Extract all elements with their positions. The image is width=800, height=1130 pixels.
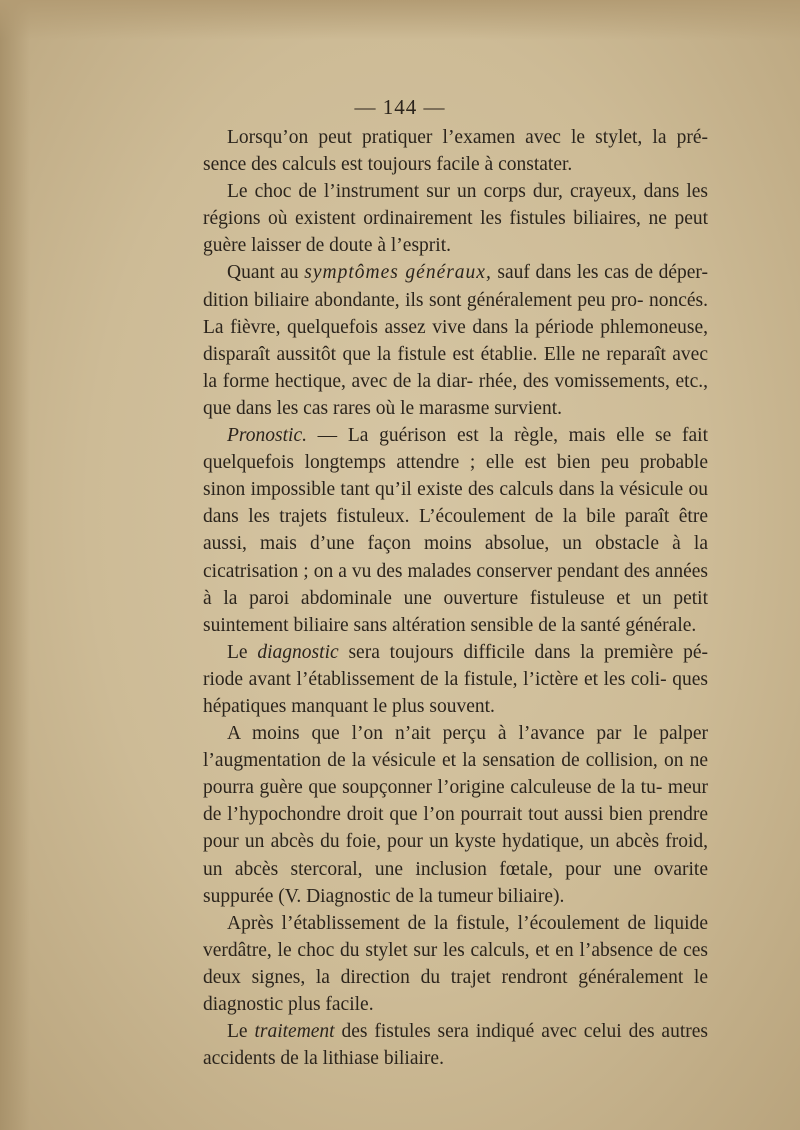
paragraph [203,910,708,1018]
text-line: régions où existent ordinairement les fistules biliaires, ne [203,208,667,230]
text-line: accidents de la lithiase biliaire. [203,1048,444,1070]
paragraph [203,639,708,720]
page-shadow-top [0,0,800,40]
paragraph [203,422,708,639]
emphasis-symptomes-generaux: symptômes généraux, [304,262,492,284]
text-line: Lorsqu’on peut pratiquer l’examen avec le stylet, la pré- [227,127,708,148]
text-line: cicatrisation ; on a vu des malades conserver pendant des [203,560,650,582]
text-line: sinon impossible tant qu’il existe des calculs dans la vésicule [203,479,684,501]
text-line: sera toujours difficile dans la première pé- [338,641,708,663]
text-line: années à la paroi abdominale une ouverture fistuleuse et un [203,560,709,609]
text-line: sauf dans les cas de déper- [491,262,708,284]
text-line: générale. [625,614,697,636]
text-line: Elle ne reparaît avec la forme hectique, avec de la diar- [203,343,708,392]
text-line: ou dans les trajets fistuleux. L’écoulement de la bile paraît [203,479,709,528]
text-line: — La guérison est la règle, mais elle se fait [306,425,708,447]
emphasis-pronostic: Pronostic. [227,425,307,447]
paragraph [203,720,708,910]
text-line: marasme survient. [419,397,563,419]
text-line: une ovarite suppurée (V. Diagnostic de la tumeur biliaire). [203,858,708,907]
text-line: verdâtre, le choc du stylet sur les calculs, et en l’absence de [203,939,678,961]
text-lead: Le [227,1021,255,1043]
text-line: noncés. La fièvre, quelquefois assez vive dans la période [203,289,708,338]
text-line: Le choc de l’instrument sur un corps dur, crayeux, dans les [227,181,708,203]
text-line: rhée, des vomissements, etc., que dans les cas rares où le [203,370,709,419]
page-shadow-left [0,0,30,1130]
text-line: être aussi, mais d’une façon moins absolue, un obstacle à la [203,506,709,555]
paragraph [203,259,708,422]
emphasis-diagnostic: diagnostic [257,641,339,663]
text-line: meur de l’hypochondre droit que l’on pourrait tout aussi bien [203,777,708,826]
text-lead: Quant au [227,262,305,284]
text-line: Après l’établissement de la fistule, l’écoulement de liquide [227,912,708,934]
text-lead: Le [227,641,258,663]
emphasis-traitement: traitement [254,1021,335,1043]
text-line: ne pourra guère que soupçonner l’origine calculeuse de la tu- [203,750,709,799]
paragraph [203,178,708,259]
page-number: — 144 — [354,95,446,119]
paragraph [203,1018,708,1072]
text-line: dition biliaire abondante, ils sont généralement peu pro- [203,289,644,311]
text-line: riode avant l’établissement de la fistule, l’ictère et les coli- [203,668,667,690]
text-line: A moins que l’on n’ait perçu à l’avance par le palper [227,723,708,745]
text-line: petit suintement biliaire sans altération sensible de la santé [203,587,708,636]
text-line: l’augmentation de la vésicule et la sensation de collision, on [203,750,684,772]
text-line: quelquefois longtemps attendre ; elle est bien peu probable [203,452,708,474]
text-line: des fistules sera indiqué avec celui des autres [334,1021,708,1043]
text-line: sence des calculs est toujours facile à constater. [203,154,573,176]
text-line: le diagnostic plus facile. [203,966,708,1015]
text-line: ques hépatiques manquant le plus souvent. [203,668,709,717]
text-line: peut guère laisser de doute à l’esprit. [203,208,709,257]
text-line: abcès froid, un abcès stercoral, une inclusion fœtale, pour [203,831,708,880]
text-line: ces deux signes, la direction du trajet rendront généralement [203,939,708,988]
text-line: phlemoneuse, disparaît aussitôt que la fistule est établie. [203,316,709,365]
text-line: prendre pour un abcès du foie, pour un kyste hydatique, un [203,804,708,853]
paragraph [203,124,708,178]
body-text [203,124,708,1072]
